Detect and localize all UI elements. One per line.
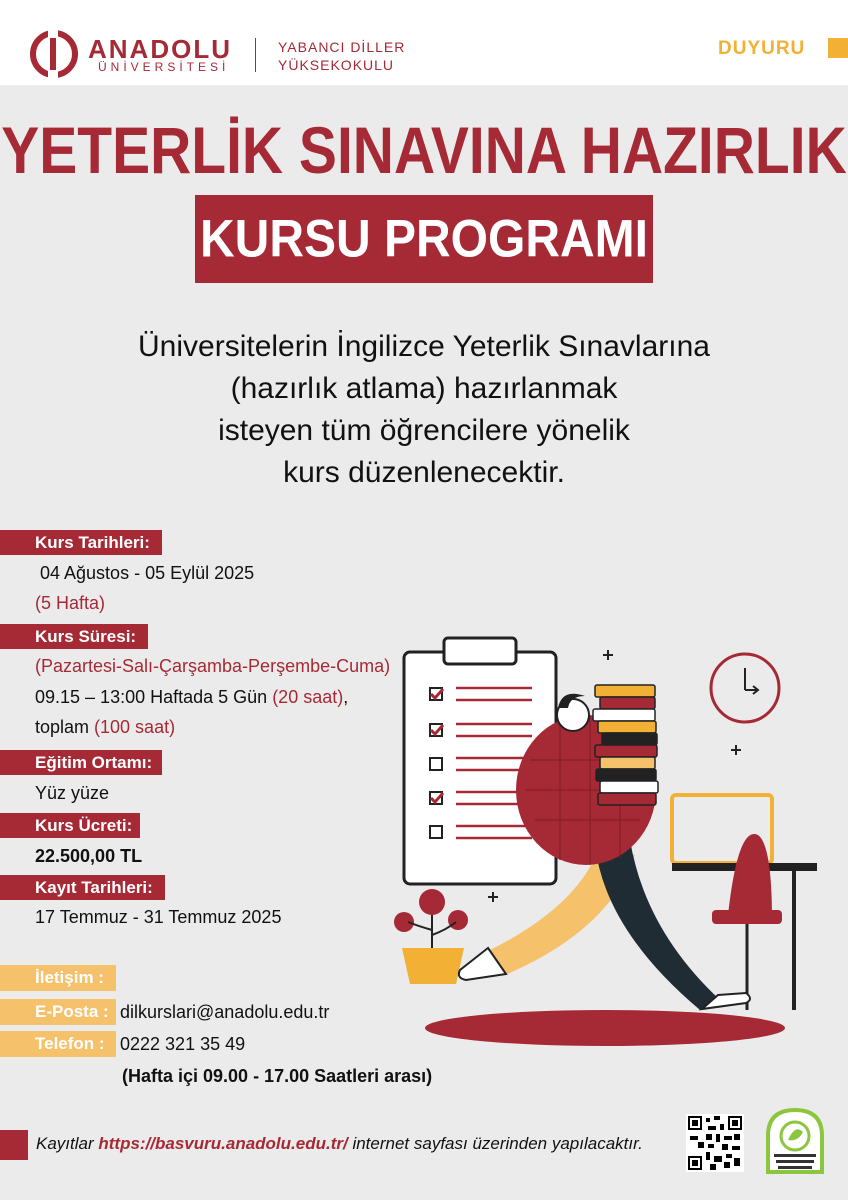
course-fee-label: Kurs Ücreti: bbox=[0, 813, 140, 838]
course-hours-comma: , bbox=[343, 687, 349, 707]
course-duration-label: Kurs Süresi: bbox=[0, 624, 148, 649]
sustainable-campus-badge-icon bbox=[764, 1106, 826, 1176]
email-value[interactable]: dilkurslari@anadolu.edu.tr bbox=[120, 1002, 330, 1022]
footer-text-end: internet sayfası üzerinden yapılacaktır. bbox=[347, 1134, 643, 1153]
header-divider bbox=[255, 38, 256, 72]
department-name bbox=[278, 38, 405, 74]
course-total bbox=[35, 717, 175, 738]
student-carrying-books-illustration bbox=[390, 630, 820, 1050]
intro-line: Üniversitelerin İngilizce Yeterlik Sınavlarına bbox=[138, 330, 710, 363]
course-hours bbox=[35, 687, 348, 708]
education-environment-value: Yüz yüze bbox=[35, 783, 110, 803]
phone-label: Telefon : bbox=[0, 1031, 116, 1057]
header bbox=[0, 0, 848, 85]
footer-text bbox=[36, 1134, 643, 1154]
course-dates-label: Kurs Tarihleri: bbox=[0, 530, 162, 555]
registration-dates-label: Kayıt Tarihleri: bbox=[0, 875, 165, 900]
footer-text-start: Kayıtlar bbox=[36, 1134, 99, 1153]
intro-line: isteyen tüm öğrencilere yönelik bbox=[218, 414, 630, 447]
weekly-hours: (20 saat) bbox=[272, 687, 344, 707]
anadolu-logo-icon bbox=[30, 30, 82, 78]
total-hours: (100 saat) bbox=[94, 717, 176, 737]
email-label: E-Posta : bbox=[0, 999, 116, 1025]
qr-code-icon bbox=[686, 1114, 744, 1172]
announcement-tag: DUYURU bbox=[718, 38, 806, 59]
education-environment-label: Eğitim Ortamı: bbox=[0, 750, 162, 775]
course-hours-text: 09.15 – 13:00 Haftada 5 Gün bbox=[35, 687, 273, 707]
course-dates-value: 04 Ağustos - 05 Eylül 2025 bbox=[40, 563, 255, 583]
contact-label: İletişim : bbox=[0, 965, 116, 991]
intro-text bbox=[0, 326, 848, 494]
course-fee-value: 22.500,00 TL bbox=[35, 846, 143, 866]
logo-subtitle: ÜNİVERSİTESİ bbox=[98, 60, 230, 74]
logo-name: ANADOLU bbox=[88, 34, 232, 64]
phone-value[interactable]: 0222 321 35 49 bbox=[120, 1034, 246, 1054]
course-total-text: toplam bbox=[35, 717, 95, 737]
department-line-1: YABANCI DİLLER bbox=[278, 39, 406, 55]
course-days: (Pazartesi-Salı-Çarşamba-Perşembe-Cuma) bbox=[35, 656, 391, 676]
contact-hours: (Hafta içi 09.00 - 17.00 Saatleri arası) bbox=[122, 1066, 433, 1086]
course-weeks: (5 Hafta) bbox=[35, 593, 106, 613]
main-title-line-2: KURSU PROGRAMI bbox=[199, 210, 648, 269]
footer-bar bbox=[0, 1130, 28, 1160]
registration-url-link[interactable]: https://basvuru.anadolu.edu.tr/ bbox=[98, 1134, 348, 1153]
intro-line: kurs düzenlenecektir. bbox=[283, 456, 565, 489]
intro-line: (hazırlık atlama) hazırlanmak bbox=[230, 372, 618, 405]
registration-dates-value: 17 Temmuz - 31 Temmuz 2025 bbox=[35, 907, 282, 927]
main-title-line-1: YETERLİK SINAVINA HAZIRLIK bbox=[1, 114, 847, 188]
department-line-2: YÜKSEKOKULU bbox=[278, 57, 395, 73]
announcement-tag-box bbox=[828, 38, 848, 58]
